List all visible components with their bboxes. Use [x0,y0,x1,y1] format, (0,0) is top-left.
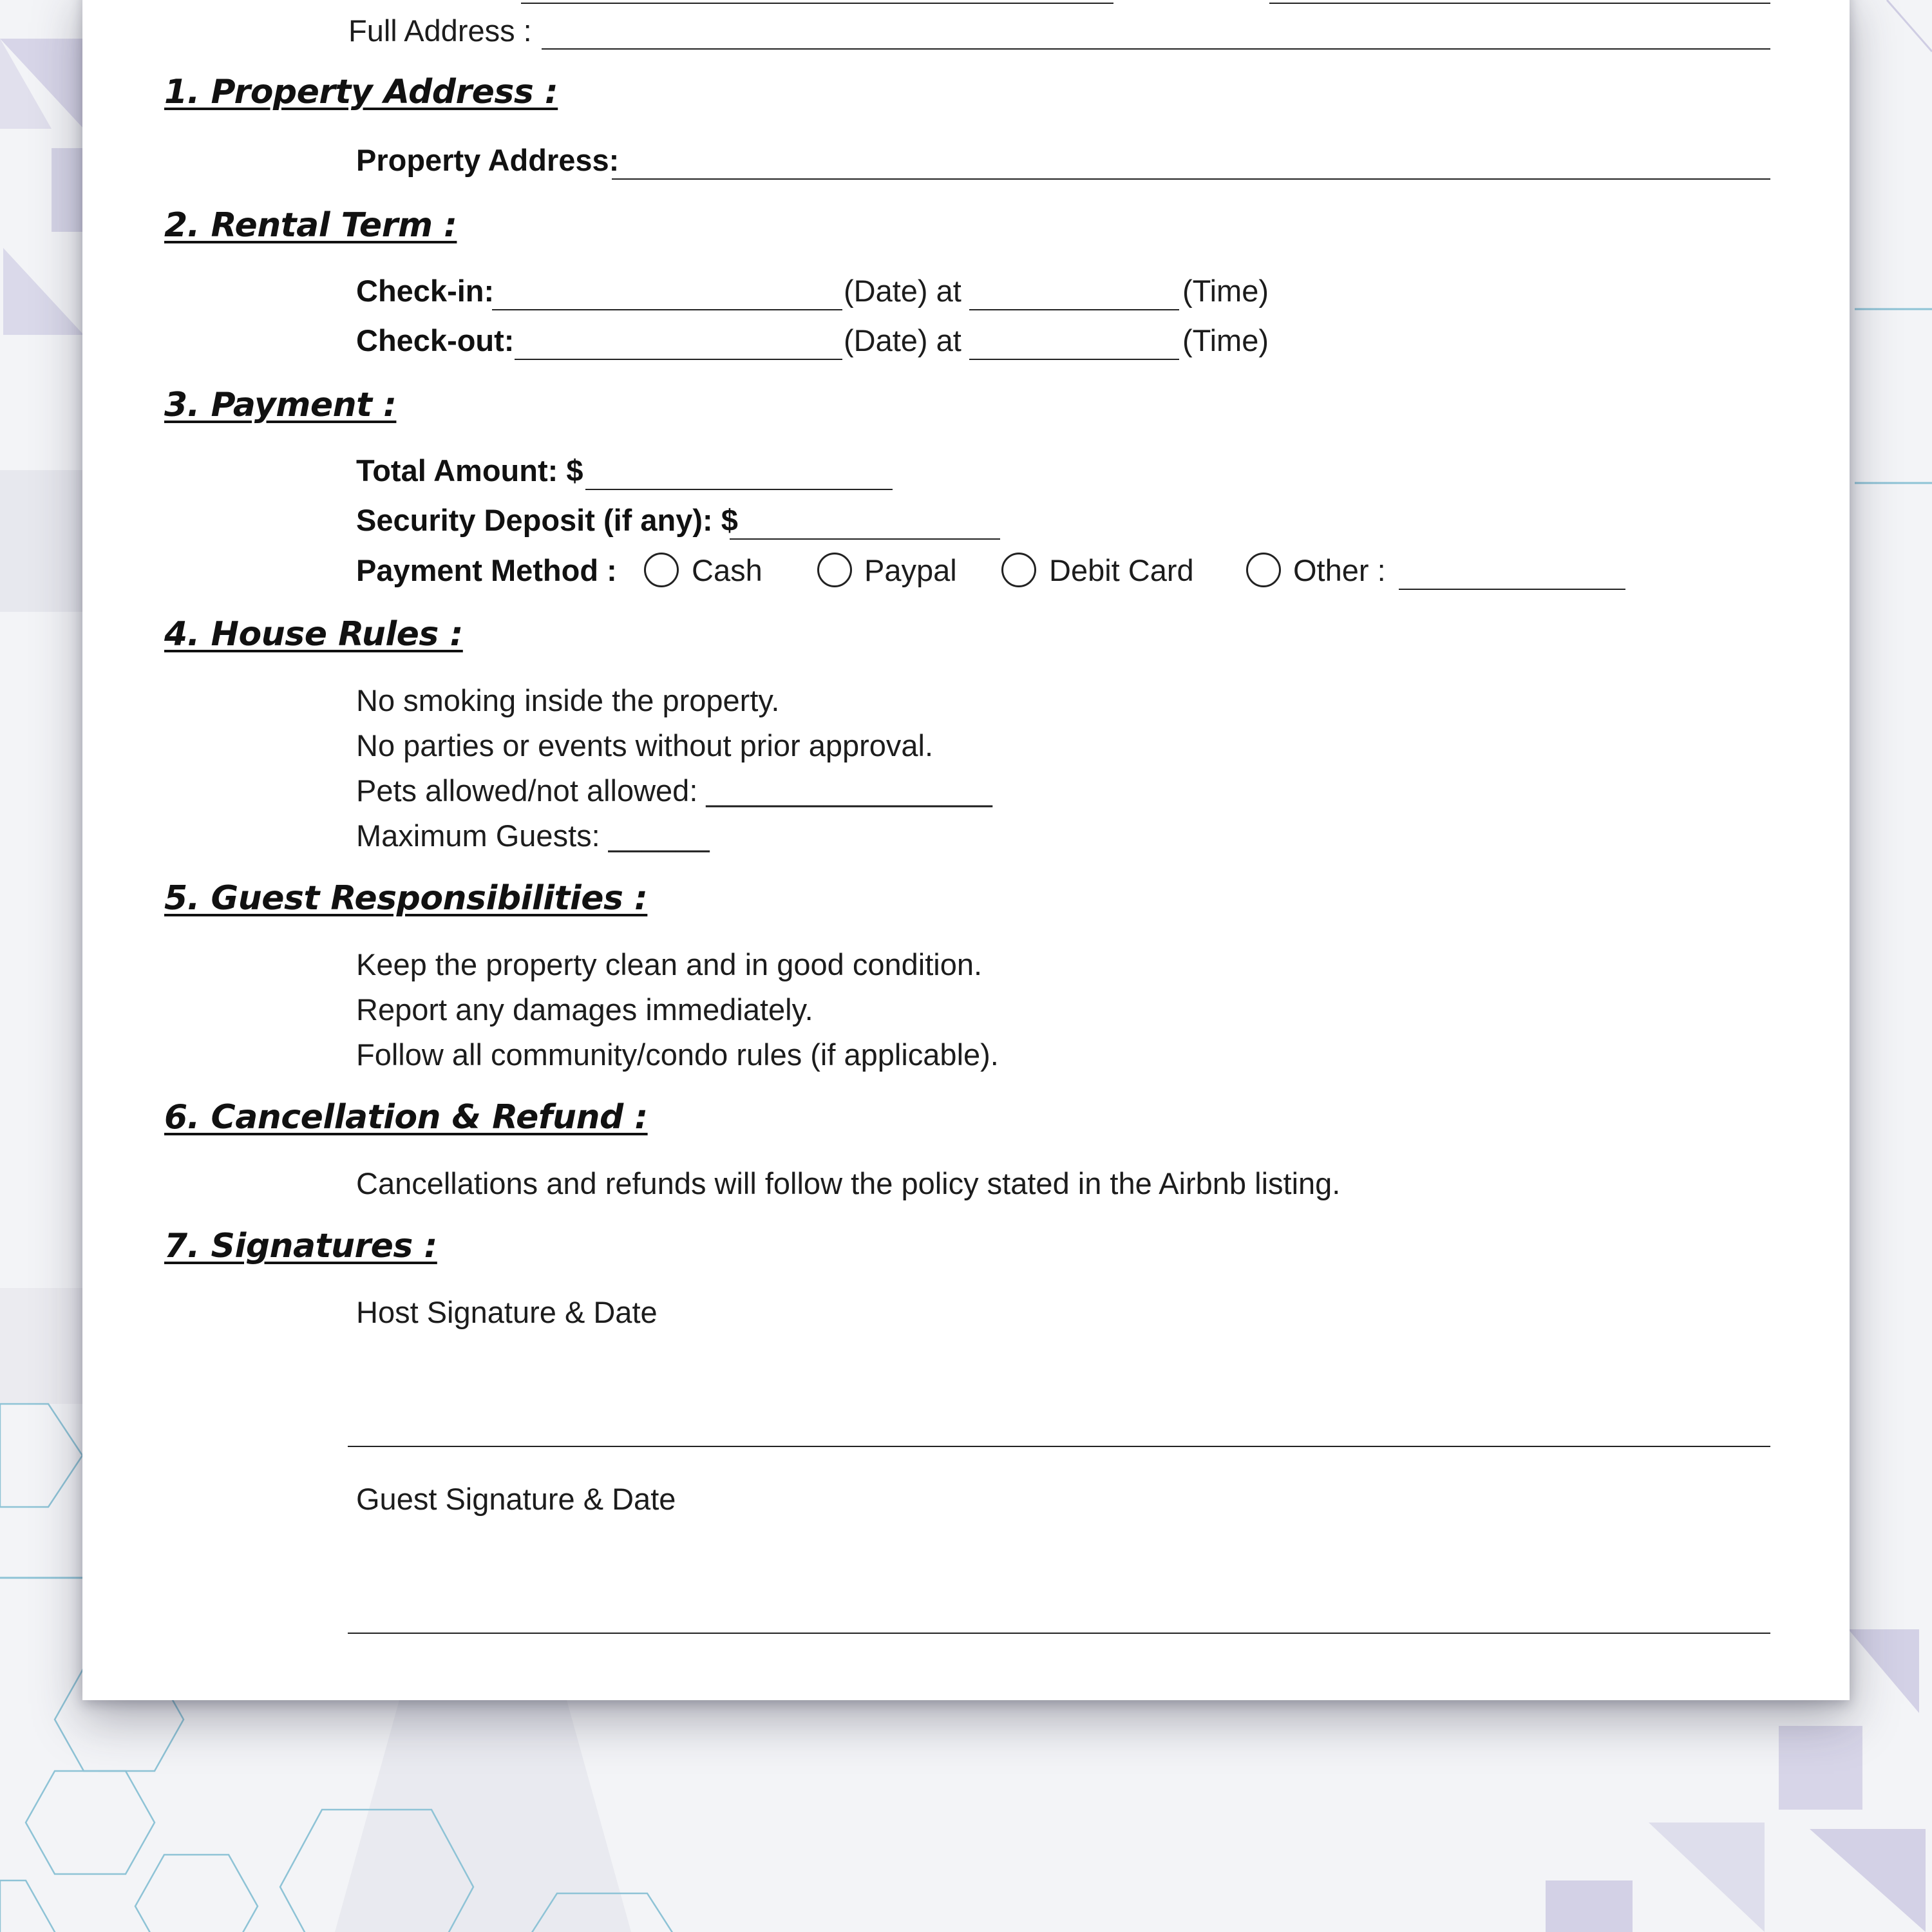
house-rule-item: Maximum Guests: ______ [356,819,710,853]
gray-band-shape [0,470,82,612]
lavender-triangle-shape [1848,1629,1919,1713]
other-radio[interactable] [1246,553,1281,587]
other-option-label: Other : [1293,553,1386,587]
gray-band-shape [0,1288,82,1404]
checkout-label: Check-out: [356,323,515,357]
lavender-square-shape [1779,1726,1862,1810]
cash-radio[interactable] [644,553,679,587]
host-signature-label: Host Signature & Date [356,1295,658,1329]
gray-shadow-shape [335,1700,631,1932]
total-amount-label: Total Amount: $ [356,453,583,488]
debit-card-radio[interactable] [1001,553,1036,587]
checkin-date-field[interactable] [492,309,842,310]
property-address-heading: 1. Property Address : [164,73,558,111]
host-signature-line[interactable] [348,1446,1770,1447]
checkout-time-label: (Time) [1182,323,1269,357]
full-address-label: Full Address : [348,14,532,48]
responsibility-item: Follow all community/condo rules (if applicable). [356,1037,999,1072]
rental-term-heading: 2. Rental Term : [164,206,457,245]
checkin-date-at-label: (Date) at [844,274,961,308]
guest-responsibilities-heading: 5. Guest Responsibilities : [164,879,648,918]
house-rule-item: No smoking inside the property. [356,683,780,717]
debit-card-option-label: Debit Card [1049,553,1194,587]
guest-signature-label: Guest Signature & Date [356,1482,676,1516]
checkin-label: Check-in: [356,274,495,308]
top-field-line-left[interactable] [521,3,1113,4]
security-deposit-field[interactable] [730,538,1000,540]
guest-signature-line[interactable] [348,1633,1770,1634]
house-rules-heading: 4. House Rules : [164,615,463,654]
paypal-option-label: Paypal [864,553,957,587]
checkout-time-field[interactable] [969,359,1179,360]
cancellation-text: Cancellations and refunds will follow the policy stated in the Airbnb listing. [356,1166,1341,1200]
lavender-triangle-shape [1649,1823,1765,1932]
cancellation-heading: 6. Cancellation & Refund : [164,1098,648,1137]
responsibility-item: Keep the property clean and in good condition. [356,947,983,981]
checkin-time-field[interactable] [969,309,1179,310]
signatures-heading: 7. Signatures : [164,1227,437,1265]
property-address-label: Property Address: [356,143,620,177]
security-deposit-label: Security Deposit (if any): $ [356,503,738,537]
payment-method-label: Payment Method : [356,553,617,587]
agreement-page [82,0,1850,1700]
house-rule-item: Pets allowed/not allowed: _________________ [356,773,992,808]
lavender-square-shape [1546,1880,1633,1932]
responsibility-item: Report any damages immediately. [356,992,813,1027]
cash-option-label: Cash [692,553,762,587]
property-address-field[interactable] [612,178,1770,180]
lavender-triangle-shape [3,248,84,335]
checkin-time-label: (Time) [1182,274,1269,308]
total-amount-field[interactable] [585,489,893,490]
checkout-date-field[interactable] [515,359,842,360]
paypal-radio[interactable] [817,553,852,587]
house-rule-item: No parties or events without prior approval. [356,728,934,762]
other-method-field[interactable] [1399,589,1625,590]
payment-heading: 3. Payment : [164,386,397,424]
lavender-triangle-shape [1810,1829,1926,1932]
full-address-field[interactable] [542,48,1770,50]
lavender-square-shape [52,148,84,232]
checkout-date-at-label: (Date) at [844,323,961,357]
top-field-line-right[interactable] [1269,3,1770,4]
